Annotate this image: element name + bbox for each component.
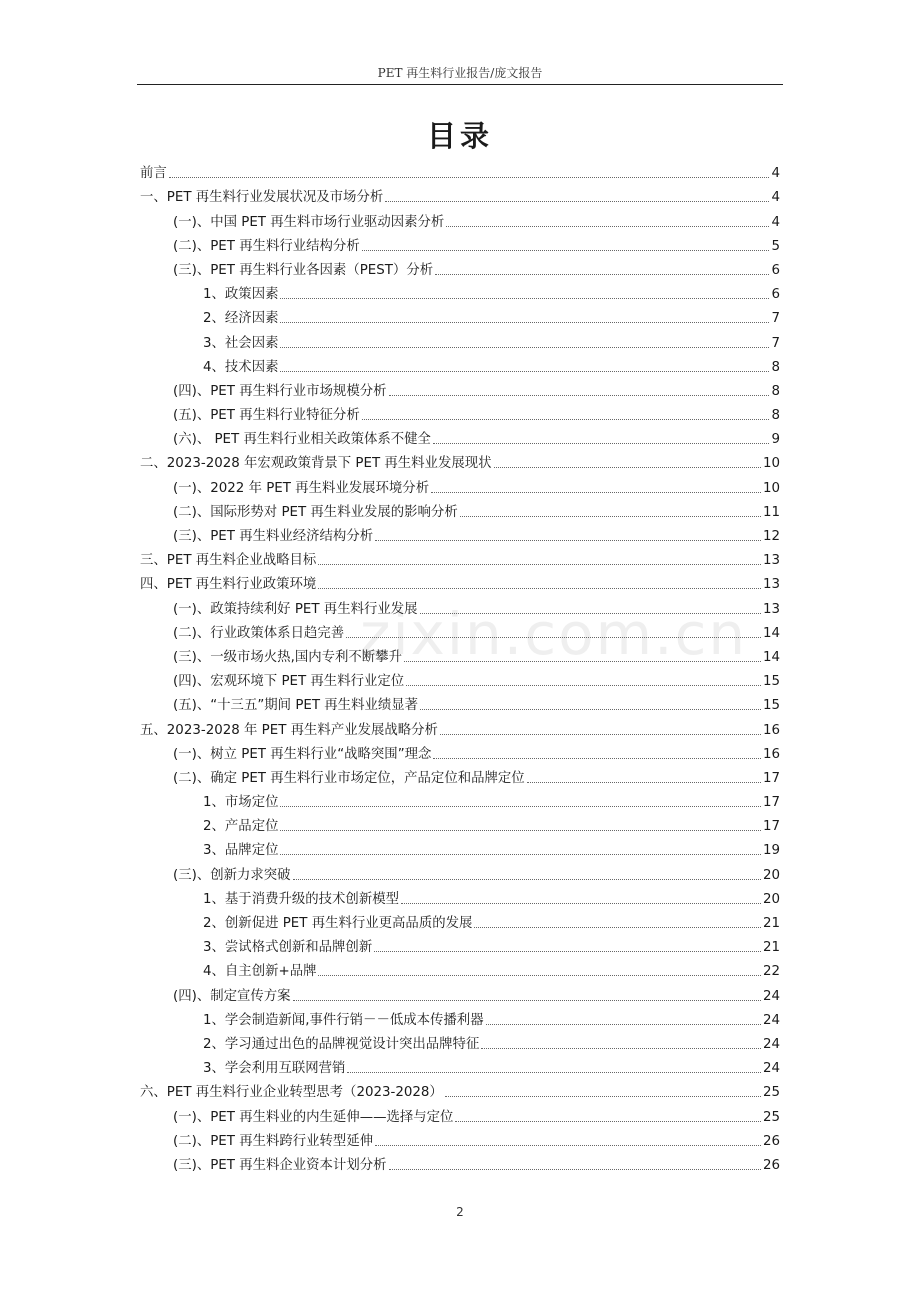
toc-entry-page: 19: [762, 843, 780, 859]
toc-entry[interactable]: [140, 303, 780, 327]
toc-entry-title[interactable]: 2、学习通过出色的品牌视觉设计突出品牌特征: [203, 1036, 480, 1052]
toc-entry-title[interactable]: 三、PET 再生料企业战略目标: [140, 553, 317, 569]
toc-entry[interactable]: [140, 714, 780, 738]
toc-dot-leader: [318, 588, 761, 589]
toc-entry-title[interactable]: 2、创新促进 PET 再生料行业更高品质的发展: [203, 916, 473, 931]
toc-entry-title[interactable]: (六)、 PET 再生料行业相关政策体系不健全: [173, 432, 431, 448]
toc-entry[interactable]: [140, 158, 780, 182]
toc-entry-page: 24: [762, 988, 780, 1004]
running-header: PET 再生料行业报告/庞文报告: [377, 66, 543, 80]
toc-dot-leader: [169, 177, 770, 178]
toc-entry-title[interactable]: (三)、一级市场火热,国内专利不断攀升: [173, 649, 402, 665]
toc-entry[interactable]: [140, 424, 780, 448]
toc-dot-leader: [431, 492, 761, 493]
toc-entry-page: 17: [762, 770, 780, 786]
toc-entry[interactable]: [140, 448, 780, 472]
toc-entry-title[interactable]: 4、技术因素: [203, 359, 279, 375]
toc-entry-title[interactable]: 4、自主创新+品牌: [203, 964, 317, 980]
toc-entry[interactable]: [140, 1029, 780, 1053]
toc-entry-title[interactable]: (五)、PET 再生料行业特征分析: [173, 408, 360, 424]
toc-entry[interactable]: [140, 666, 780, 690]
toc-entry-title[interactable]: (四)、宏观环境下 PET 再生料行业定位: [173, 674, 405, 690]
toc-entry-title[interactable]: (三)、PET 再生料企业资本计划分析: [173, 1157, 387, 1173]
toc-entry[interactable]: [140, 206, 780, 230]
toc-entry-title[interactable]: (三)、PET 再生料业经济结构分析: [173, 529, 374, 544]
toc-dot-leader: [460, 516, 761, 517]
toc-entry-page: 7: [771, 335, 780, 351]
toc-entry-title[interactable]: 六、PET 再生料行业企业转型思考（2023-2028）: [140, 1085, 443, 1101]
toc-entry[interactable]: [140, 908, 780, 932]
toc-entry-page: 10: [762, 480, 780, 496]
toc-entry[interactable]: [140, 980, 780, 1004]
toc-entry[interactable]: [140, 182, 780, 206]
toc-dot-leader: [280, 806, 760, 807]
toc-entry[interactable]: [140, 932, 780, 956]
toc-entry-title[interactable]: (五)、“十三五”期间 PET 再生料业绩显著: [173, 698, 419, 714]
watermark: zixin.com.cn: [360, 600, 748, 668]
toc-dot-leader: [374, 951, 761, 952]
toc-dot-leader: [486, 1024, 761, 1025]
toc-entry-page: 16: [762, 746, 780, 762]
toc-entry[interactable]: [140, 787, 780, 811]
toc-entry-page: 22: [762, 964, 780, 980]
toc-entry-title[interactable]: 一、PET 再生料行业发展状况及市场分析: [140, 190, 384, 206]
toc-entry-title[interactable]: (一)、中国 PET 再生料市场行业驱动因素分析: [173, 214, 445, 230]
toc-entry-page: 20: [762, 867, 780, 883]
toc-entry-title[interactable]: 四、PET 再生料行业政策环境: [140, 577, 317, 593]
toc-entry[interactable]: [140, 1150, 780, 1174]
toc-entry[interactable]: [140, 1005, 780, 1029]
toc-entry-title[interactable]: (四)、制定宣传方案: [173, 988, 291, 1004]
toc-entry-page: 26: [762, 1157, 780, 1173]
toc-dot-leader: [280, 830, 760, 831]
toc-dot-leader: [435, 274, 769, 275]
toc-dot-leader: [280, 322, 769, 323]
toc-dot-leader: [293, 1000, 761, 1001]
toc-entry-page: 15: [762, 698, 780, 714]
toc-entry[interactable]: [140, 569, 780, 593]
toc-dot-leader: [280, 371, 769, 372]
toc-entry-page: 7: [771, 311, 780, 327]
toc-entry-page: 11: [762, 504, 780, 520]
toc-dot-leader: [446, 226, 769, 227]
toc-entry-page: 13: [762, 601, 780, 617]
toc-entry-title[interactable]: 3、品牌定位: [203, 843, 279, 859]
toc-dot-leader: [347, 1072, 761, 1073]
toc-entry-page: 15: [762, 674, 780, 690]
toc-entry[interactable]: [140, 1101, 780, 1125]
toc-dot-leader: [455, 1121, 761, 1122]
toc-entry[interactable]: [140, 884, 780, 908]
toc-entry-page: 5: [771, 238, 780, 254]
toc-entry[interactable]: [140, 376, 780, 400]
toc-entry-title[interactable]: 2、经济因素: [203, 311, 279, 327]
toc-entry-page: 17: [762, 819, 780, 835]
toc-dot-leader: [318, 975, 760, 976]
header-divider: [137, 84, 783, 85]
toc-entry-page: 6: [771, 287, 780, 303]
toc-dot-leader: [280, 854, 760, 855]
toc-entry-title[interactable]: 2、产品定位: [203, 819, 279, 835]
toc-entry[interactable]: [140, 497, 780, 521]
toc-entry-title[interactable]: (三)、PET 再生料行业各因素（PEST）分析: [173, 262, 434, 278]
toc-entry[interactable]: [140, 352, 780, 376]
toc-entry-title[interactable]: 1、政策因素: [203, 287, 279, 303]
toc-entry-page: 6: [771, 262, 780, 278]
toc-entry-page: 24: [762, 1061, 780, 1077]
toc-entry[interactable]: [140, 1077, 780, 1101]
toc-entry-title[interactable]: 前言: [140, 166, 167, 182]
toc-entry-page: 9: [771, 432, 780, 448]
toc-entry-title[interactable]: (二)、确定 PET 再生料行业市场定位，产品定位和品牌定位: [173, 770, 525, 786]
toc-entry-title[interactable]: 3、社会因素: [203, 335, 279, 351]
toc-entry-page: 14: [762, 649, 780, 665]
toc-entry-page: 21: [762, 940, 780, 956]
toc-entry[interactable]: [140, 690, 780, 714]
toc-dot-leader: [375, 540, 761, 541]
toc-entry-title[interactable]: (一)、2022 年 PET 再生料业发展环境分析: [173, 480, 430, 496]
toc-entry[interactable]: [140, 739, 780, 763]
toc-entry-page: 4: [771, 190, 780, 206]
toc-entry-title[interactable]: (二)、PET 再生料行业结构分析: [173, 238, 360, 254]
toc-dot-leader: [362, 250, 770, 251]
toc-entry[interactable]: [140, 618, 780, 642]
toc-entry-page: 13: [762, 577, 780, 593]
toc-entry[interactable]: [140, 521, 780, 545]
toc-dot-leader: [445, 1096, 761, 1097]
toc-entry[interactable]: [140, 472, 780, 496]
toc-entry-title[interactable]: 3、学会利用互联网营销: [203, 1061, 346, 1077]
toc-entry-title[interactable]: (三)、创新力求突破: [173, 867, 291, 883]
toc-entry[interactable]: [140, 400, 780, 424]
toc-entry-title[interactable]: (四)、PET 再生料行业市场规模分析: [173, 383, 387, 399]
toc-dot-leader: [293, 879, 761, 880]
toc-entry-title[interactable]: (二)、PET 再生料跨行业转型延伸: [173, 1133, 374, 1149]
toc-entry[interactable]: [140, 811, 780, 835]
toc-entry-page: 20: [762, 891, 780, 907]
toc-entry-title[interactable]: 二、2023-2028 年宏观政策背景下 PET 再生料业发展现状: [140, 456, 492, 472]
toc-entry-page: 4: [771, 214, 780, 230]
toc-dot-leader: [433, 758, 761, 759]
toc-entry-page: 4: [771, 166, 780, 182]
toc-entry[interactable]: [140, 1126, 780, 1150]
toc-dot-leader: [406, 685, 761, 686]
toc-entry-page: 21: [762, 916, 780, 931]
toc-dot-leader: [401, 903, 761, 904]
toc-dot-leader: [481, 1048, 761, 1049]
toc-dot-leader: [375, 1145, 761, 1146]
toc-entry-page: 8: [771, 383, 780, 399]
toc-entry-page: 26: [762, 1133, 780, 1149]
toc-entry-page: 17: [762, 795, 780, 811]
toc-entry[interactable]: [140, 545, 780, 569]
toc-entry-page: 13: [762, 553, 780, 569]
toc-dot-leader: [494, 467, 761, 468]
toc-entry-title[interactable]: (二)、行业政策体系日趋完善: [173, 625, 345, 641]
toc-entry[interactable]: [140, 1053, 780, 1077]
toc-entry[interactable]: [140, 835, 780, 859]
toc-entry[interactable]: [140, 255, 780, 279]
toc-entry[interactable]: [140, 279, 780, 303]
toc-dot-leader: [527, 782, 761, 783]
toc-entry-title[interactable]: (一)、PET 再生料业的内生延伸——选择与定位: [173, 1109, 454, 1125]
toc-dot-leader: [389, 395, 770, 396]
toc-entry-title[interactable]: 3、尝试格式创新和品牌创新: [203, 940, 373, 956]
toc-entry-page: 16: [762, 722, 780, 738]
toc-entry-title[interactable]: 1、市场定位: [203, 795, 279, 811]
toc-entry-page: 12: [762, 529, 780, 544]
toc-entry-title[interactable]: 五、2023-2028 年 PET 再生料产业发展战略分析: [140, 722, 438, 738]
toc-entry[interactable]: [140, 642, 780, 666]
toc-entry-page: 24: [762, 1012, 780, 1028]
toc-entry-title[interactable]: (二)、国际形势对 PET 再生料业发展的影响分析: [173, 504, 458, 520]
toc-entry-page: 8: [771, 408, 780, 424]
toc-dot-leader: [362, 419, 770, 420]
toc-entry-page: 24: [762, 1036, 780, 1052]
toc-dot-leader: [420, 613, 761, 614]
toc-entry-page: 8: [771, 359, 780, 375]
toc-dot-leader: [280, 298, 769, 299]
toc-dot-leader: [280, 347, 769, 348]
toc-entry[interactable]: [140, 956, 780, 980]
toc-entry-title[interactable]: (一)、政策持续利好 PET 再生料行业发展: [173, 601, 418, 617]
table-of-contents: [140, 158, 780, 1174]
toc-entry[interactable]: [140, 231, 780, 255]
toc-dot-leader: [474, 927, 761, 928]
toc-entry-page: 25: [762, 1085, 780, 1101]
toc-entry-page: 10: [762, 456, 780, 472]
toc-entry-page: 14: [762, 625, 780, 641]
toc-entry-page: 25: [762, 1109, 780, 1125]
toc-entry[interactable]: [140, 859, 780, 883]
page-title: 目录: [426, 119, 493, 153]
toc-entry-title[interactable]: (一)、树立 PET 再生料行业“战略突围”理念: [173, 746, 432, 762]
page-number: 2: [456, 1205, 464, 1219]
toc-entry[interactable]: [140, 593, 780, 617]
toc-entry[interactable]: [140, 763, 780, 787]
toc-entry[interactable]: [140, 327, 780, 351]
toc-dot-leader: [433, 443, 770, 444]
toc-entry-title[interactable]: 1、学会制造新闻,事件行销－－低成本传播利器: [203, 1012, 484, 1028]
toc-dot-leader: [420, 709, 761, 710]
toc-dot-leader: [318, 564, 761, 565]
toc-entry-title[interactable]: 1、基于消费升级的技术创新模型: [203, 891, 399, 907]
toc-dot-leader: [389, 1169, 761, 1170]
toc-dot-leader: [346, 637, 761, 638]
toc-dot-leader: [385, 201, 769, 202]
toc-dot-leader: [440, 734, 761, 735]
toc-dot-leader: [404, 661, 761, 662]
